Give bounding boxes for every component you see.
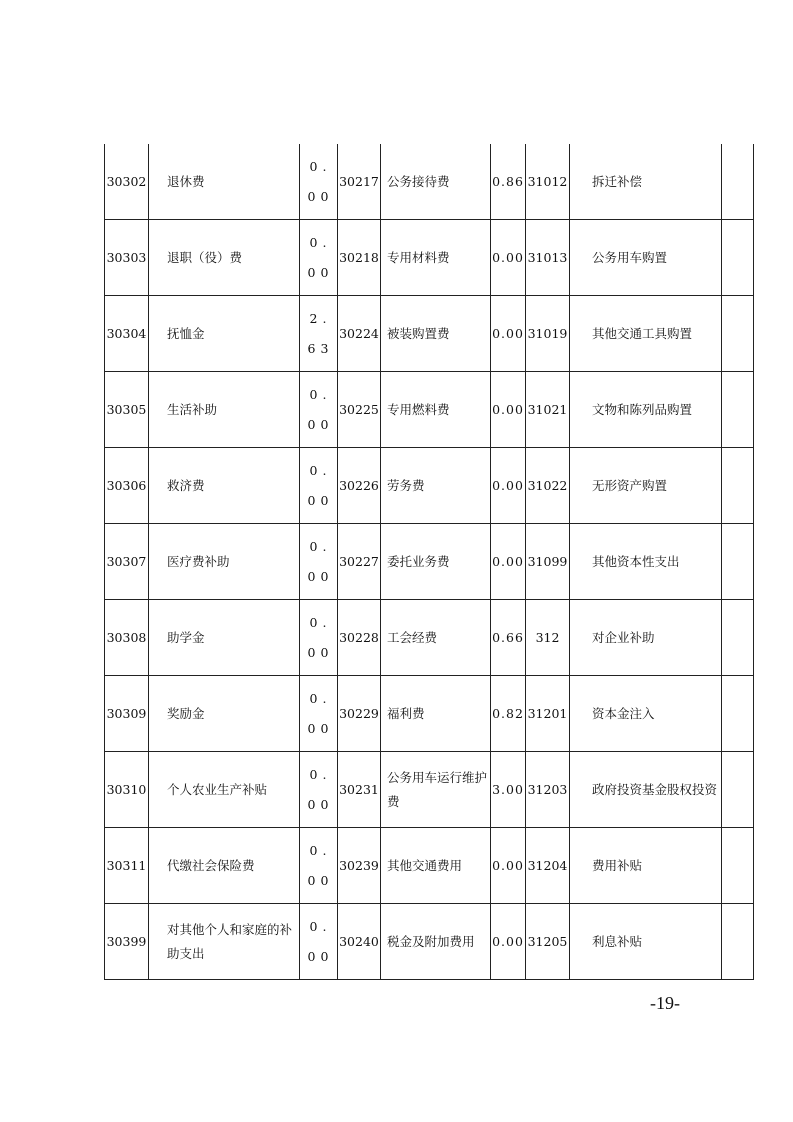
- value-cell-3: [722, 828, 754, 904]
- name-cell-1: 个人农业生产补贴: [149, 752, 300, 828]
- name-cell-1: 医疗费补助: [149, 524, 300, 600]
- code-cell-3: 31019: [526, 296, 570, 372]
- code-cell-2: 30226: [338, 448, 381, 524]
- value-cell-2: 0.00: [491, 904, 526, 980]
- code-cell-1: 30306: [105, 448, 149, 524]
- code-cell-1: 30307: [105, 524, 149, 600]
- name-cell-2: 公务用车运行维护费: [381, 752, 491, 828]
- value-cell-1: 0.00: [300, 828, 338, 904]
- value-cell-3: [722, 904, 754, 980]
- code-cell-2: 30218: [338, 220, 381, 296]
- name-cell-1: 退休费: [149, 144, 300, 220]
- name-cell-3: 其他资本性支出: [570, 524, 722, 600]
- table-row: [105, 372, 754, 448]
- name-cell-3: 其他交通工具购置: [570, 296, 722, 372]
- name-cell-3: 利息补贴: [570, 904, 722, 980]
- code-cell-2: 30231: [338, 752, 381, 828]
- value-cell-2: 0.00: [491, 372, 526, 448]
- value-cell-2: 0.00: [491, 448, 526, 524]
- value-cell-1: 0.00: [300, 524, 338, 600]
- name-cell-3: 对企业补助: [570, 600, 722, 676]
- value-cell-3: [722, 220, 754, 296]
- code-cell-3: 31099: [526, 524, 570, 600]
- code-cell-2: 30217: [338, 144, 381, 220]
- name-cell-2: 税金及附加费用: [381, 904, 491, 980]
- table-row: [105, 448, 754, 524]
- code-cell-2: 30225: [338, 372, 381, 448]
- code-cell-2: 30228: [338, 600, 381, 676]
- code-cell-2: 30229: [338, 676, 381, 752]
- table-row: [105, 144, 754, 220]
- code-cell-1: 30303: [105, 220, 149, 296]
- name-cell-1: 助学金: [149, 600, 300, 676]
- table-body: [105, 144, 754, 980]
- code-cell-2: 30239: [338, 828, 381, 904]
- table-row: [105, 904, 754, 980]
- value-cell-3: [722, 448, 754, 524]
- code-cell-3: 31205: [526, 904, 570, 980]
- name-cell-2: 其他交通费用: [381, 828, 491, 904]
- value-cell-3: [722, 752, 754, 828]
- name-cell-1: 抚恤金: [149, 296, 300, 372]
- value-cell-1: 0.00: [300, 904, 338, 980]
- value-cell-3: [722, 524, 754, 600]
- code-cell-2: 30224: [338, 296, 381, 372]
- name-cell-1: 救济费: [149, 448, 300, 524]
- table-row: [105, 524, 754, 600]
- code-cell-2: 30240: [338, 904, 381, 980]
- code-cell-2: 30227: [338, 524, 381, 600]
- name-cell-1: 退职（役）费: [149, 220, 300, 296]
- value-cell-3: [722, 296, 754, 372]
- code-cell-3: 31012: [526, 144, 570, 220]
- value-cell-3: [722, 676, 754, 752]
- value-cell-1: 0.00: [300, 448, 338, 524]
- value-cell-1: 0.00: [300, 600, 338, 676]
- value-cell-2: 3.00: [491, 752, 526, 828]
- name-cell-2: 工会经费: [381, 600, 491, 676]
- value-cell-1: 2.63: [300, 296, 338, 372]
- value-cell-1: 0.00: [300, 676, 338, 752]
- name-cell-3: 政府投资基金股权投资: [570, 752, 722, 828]
- code-cell-1: 30399: [105, 904, 149, 980]
- name-cell-3: 无形资产购置: [570, 448, 722, 524]
- value-cell-2: 0.82: [491, 676, 526, 752]
- table-row: [105, 752, 754, 828]
- code-cell-3: 31022: [526, 448, 570, 524]
- name-cell-3: 文物和陈列品购置: [570, 372, 722, 448]
- code-cell-1: 30308: [105, 600, 149, 676]
- name-cell-2: 公务接待费: [381, 144, 491, 220]
- name-cell-3: 公务用车购置: [570, 220, 722, 296]
- name-cell-2: 福利费: [381, 676, 491, 752]
- code-cell-1: 30309: [105, 676, 149, 752]
- name-cell-1: 生活补助: [149, 372, 300, 448]
- value-cell-2: 0.66: [491, 600, 526, 676]
- table-row: [105, 220, 754, 296]
- value-cell-2: 0.00: [491, 524, 526, 600]
- budget-expenditure-table: [104, 144, 754, 980]
- table-row: [105, 296, 754, 372]
- name-cell-3: 拆迁补偿: [570, 144, 722, 220]
- code-cell-1: 30304: [105, 296, 149, 372]
- name-cell-2: 劳务费: [381, 448, 491, 524]
- value-cell-3: [722, 144, 754, 220]
- value-cell-2: 0.00: [491, 220, 526, 296]
- table-row: [105, 600, 754, 676]
- code-cell-3: 31204: [526, 828, 570, 904]
- value-cell-1: 0.00: [300, 372, 338, 448]
- name-cell-1: 对其他个人和家庭的补助支出: [149, 904, 300, 980]
- code-cell-3: 31021: [526, 372, 570, 448]
- name-cell-2: 专用燃料费: [381, 372, 491, 448]
- value-cell-1: 0.00: [300, 144, 338, 220]
- code-cell-1: 30311: [105, 828, 149, 904]
- code-cell-1: 30302: [105, 144, 149, 220]
- table-row: [105, 828, 754, 904]
- name-cell-2: 被装购置费: [381, 296, 491, 372]
- code-cell-3: 31203: [526, 752, 570, 828]
- name-cell-1: 奖励金: [149, 676, 300, 752]
- code-cell-1: 30310: [105, 752, 149, 828]
- code-cell-3: 31013: [526, 220, 570, 296]
- table-row: [105, 676, 754, 752]
- name-cell-2: 专用材料费: [381, 220, 491, 296]
- code-cell-3: 312: [526, 600, 570, 676]
- code-cell-1: 30305: [105, 372, 149, 448]
- name-cell-2: 委托业务费: [381, 524, 491, 600]
- value-cell-2: 0.00: [491, 296, 526, 372]
- name-cell-3: 资本金注入: [570, 676, 722, 752]
- value-cell-1: 0.00: [300, 220, 338, 296]
- value-cell-2: 0.86: [491, 144, 526, 220]
- value-cell-3: [722, 600, 754, 676]
- page-number: -19-: [650, 993, 680, 1013]
- name-cell-1: 代缴社会保险费: [149, 828, 300, 904]
- code-cell-3: 31201: [526, 676, 570, 752]
- value-cell-1: 0.00: [300, 752, 338, 828]
- value-cell-2: 0.00: [491, 828, 526, 904]
- name-cell-3: 费用补贴: [570, 828, 722, 904]
- value-cell-3: [722, 372, 754, 448]
